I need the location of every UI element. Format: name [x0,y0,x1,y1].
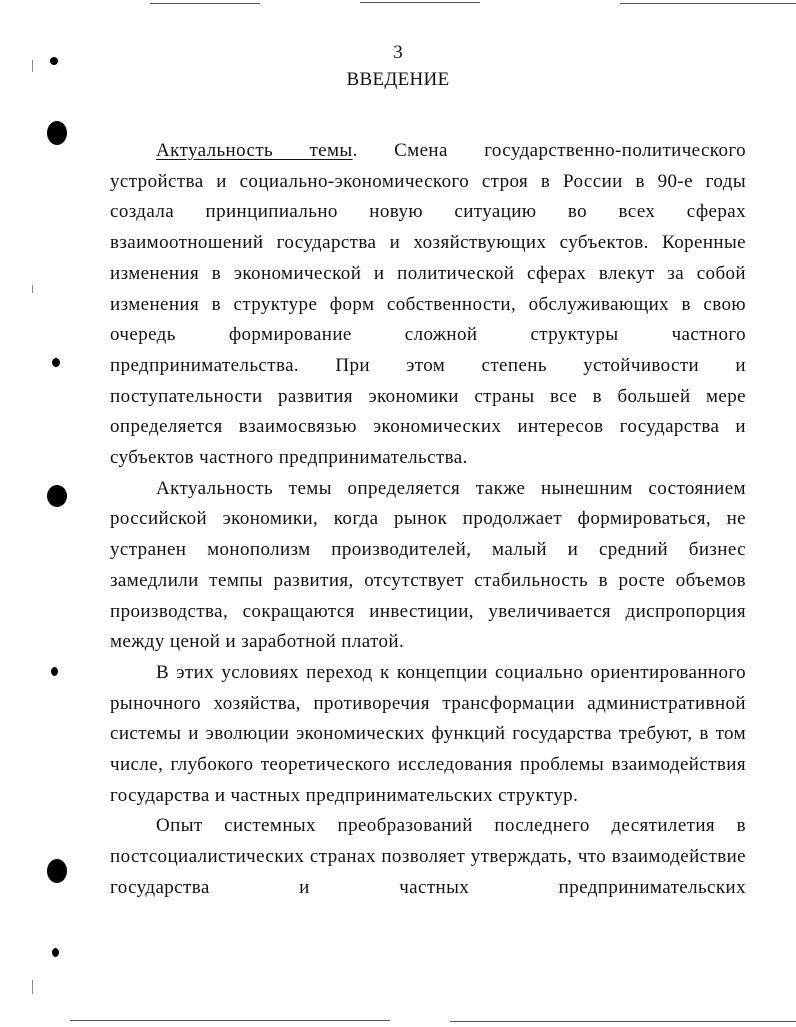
paragraph-lead-underlined: Актуальность темы [156,140,353,161]
punch-hole-mark [47,485,67,507]
scan-edge-line [450,1021,796,1022]
punch-hole-mark [51,667,58,676]
paragraph: Опыт системных преобразований последнего десятилетия в постсоциалистических странах позволяет утверждать, что взаимодействие государства и частных предпринимательских [110,815,746,898]
scan-edge-line [620,3,796,4]
scan-edge-line [70,1020,390,1021]
paragraph [110,136,746,474]
scan-edge-mark [32,980,33,994]
paragraph-text: . Смена государственно-политического устройства и социально-экономического строя в России в 90-е годы создала принципиально новую ситуацию во всех сферах взаимоотношений государства и хозяйствующих субъектов. Коренные изменения в экономической и политической сферах влекут за собой изменения в структуре форм собственности, обслуживающих в свою очередь формирование сложной структуры частного предпринимательства. При этом степень устойчивости и поступательности развития экономики страны все в большей мере определяется взаимосвязью экономических интересов государства и субъектов частного предпринимательства. [110,140,746,469]
paragraph: Актуальность темы определяется также нынешним состоянием российской экономики, когда рынок продолжает формироваться, не устранен монополизм производителей, малый и средний бизнес замедлили темпы развития, отсутствует стабильность в росте объемов производства, сокращаются инвестиции, увеличивается диспропорция между ценой и заработной платой. [110,477,746,653]
punch-hole-mark [52,948,59,957]
scan-edge-line [360,2,480,3]
punch-hole-mark [47,121,67,145]
page-number: 3 [393,42,403,63]
punch-hole-mark [47,859,67,883]
body-text [110,136,746,904]
paragraph: В этих условиях переход к концепции социально ориентированного рыночного хозяйства, противоречия трансформации административной системы и эволюции экономических функций государства требуют, в том числе, глубокого теоретического исследования проблемы взаимодействия государства и частных предпринимательских структур. [110,661,746,806]
scan-edge-line [150,3,260,4]
punch-hole-mark [52,358,60,367]
scan-edge-mark [32,285,33,293]
section-title: ВВЕДЕНИЕ [346,69,450,90]
